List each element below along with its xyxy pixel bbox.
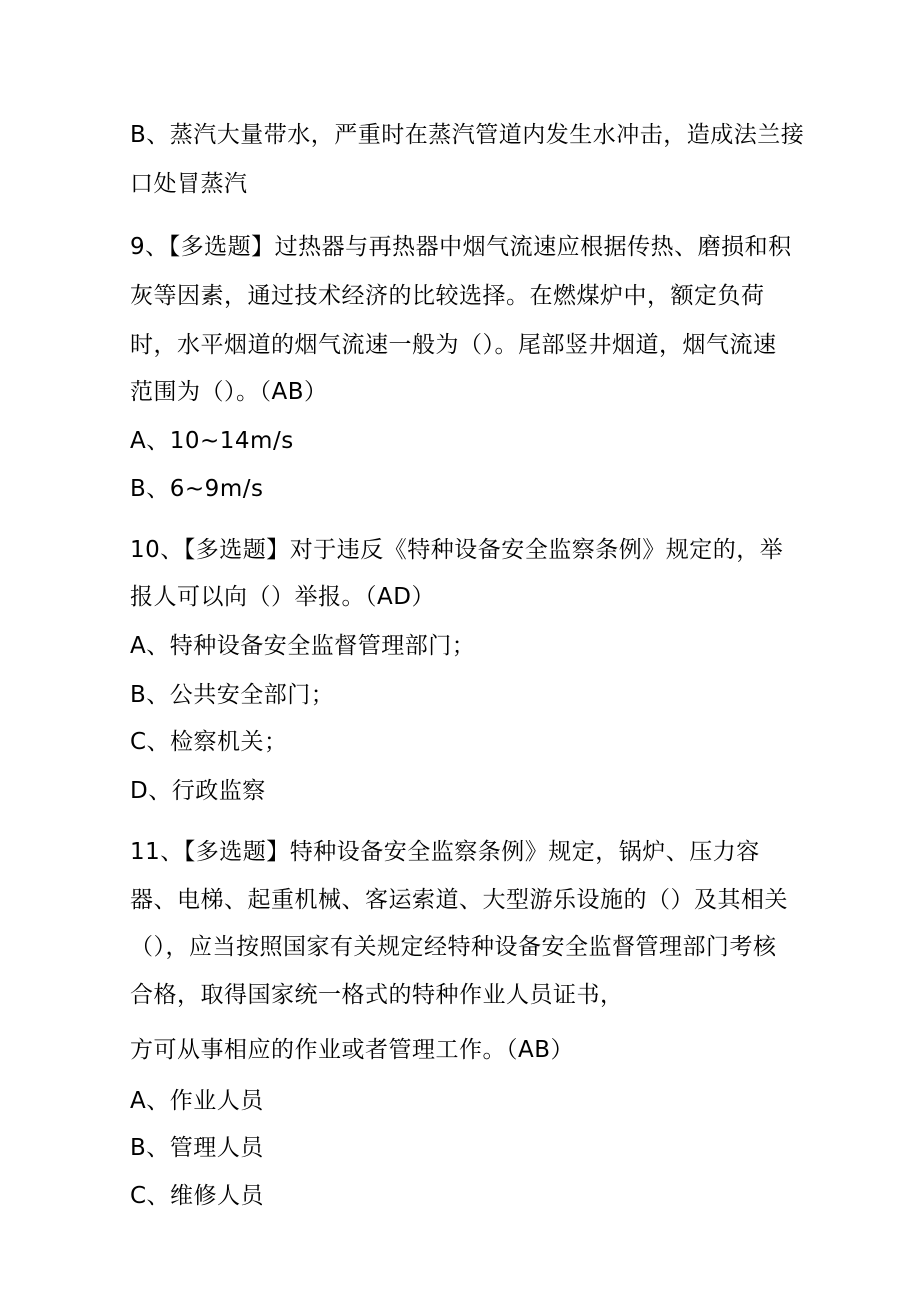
q11-question-line-3: （），应当按照国家有关规定经特种设备安全监督管理部门考核: [130, 934, 777, 960]
q9-question-line-4: 范围为（）。（AB）: [130, 379, 328, 405]
q10-option-d: D、行政监察: [130, 778, 266, 804]
q8-option-b-line-2: 口处冒蒸汽: [130, 171, 248, 197]
q11-question-line-2: 器、电梯、起重机械、客运索道、大型游乐设施的（）及其相关: [130, 887, 788, 913]
q10-option-b: B、公共安全部门；: [130, 682, 335, 708]
q9-option-a: A、10~14m/s: [130, 428, 294, 454]
q10-option-c: C、检察机关；: [130, 729, 288, 755]
q8-option-b-line-1: B、蒸汽大量带水，严重时在蒸汽管道内发生水冲击，造成法兰接: [130, 122, 805, 148]
q9-question-line-1: 9、【多选题】过热器与再热器中烟气流速应根据传热、磨损和积: [130, 234, 792, 260]
q9-option-b: B、6~9m/s: [130, 476, 264, 502]
q11-question-line-5: 方可从事相应的作业或者管理工作。（AB）: [130, 1037, 575, 1063]
q11-option-a: A、作业人员: [130, 1088, 264, 1114]
q10-option-a: A、特种设备安全监督管理部门；: [130, 633, 476, 659]
q11-question-line-1: 11、【多选题】特种设备安全监察条例》规定，锅炉、压力容: [130, 839, 760, 865]
q10-question-line-2: 报人可以向（）举报。（AD）: [130, 584, 435, 610]
q11-option-c: C、维修人员: [130, 1183, 265, 1209]
q9-question-line-2: 灰等因素，通过技术经济的比较选择。在燃煤炉中，额定负荷: [130, 283, 765, 309]
q10-question-line-1: 10、【多选题】对于违反《特种设备安全监察条例》规定的，举: [130, 537, 784, 563]
q11-option-b: B、管理人员: [130, 1135, 264, 1161]
q9-question-line-3: 时，水平烟道的烟气流速一般为（）。尾部竖井烟道，烟气流速: [130, 332, 777, 358]
q11-question-line-4: 合格，取得国家统一格式的特种作业人员证书，: [130, 982, 624, 1008]
